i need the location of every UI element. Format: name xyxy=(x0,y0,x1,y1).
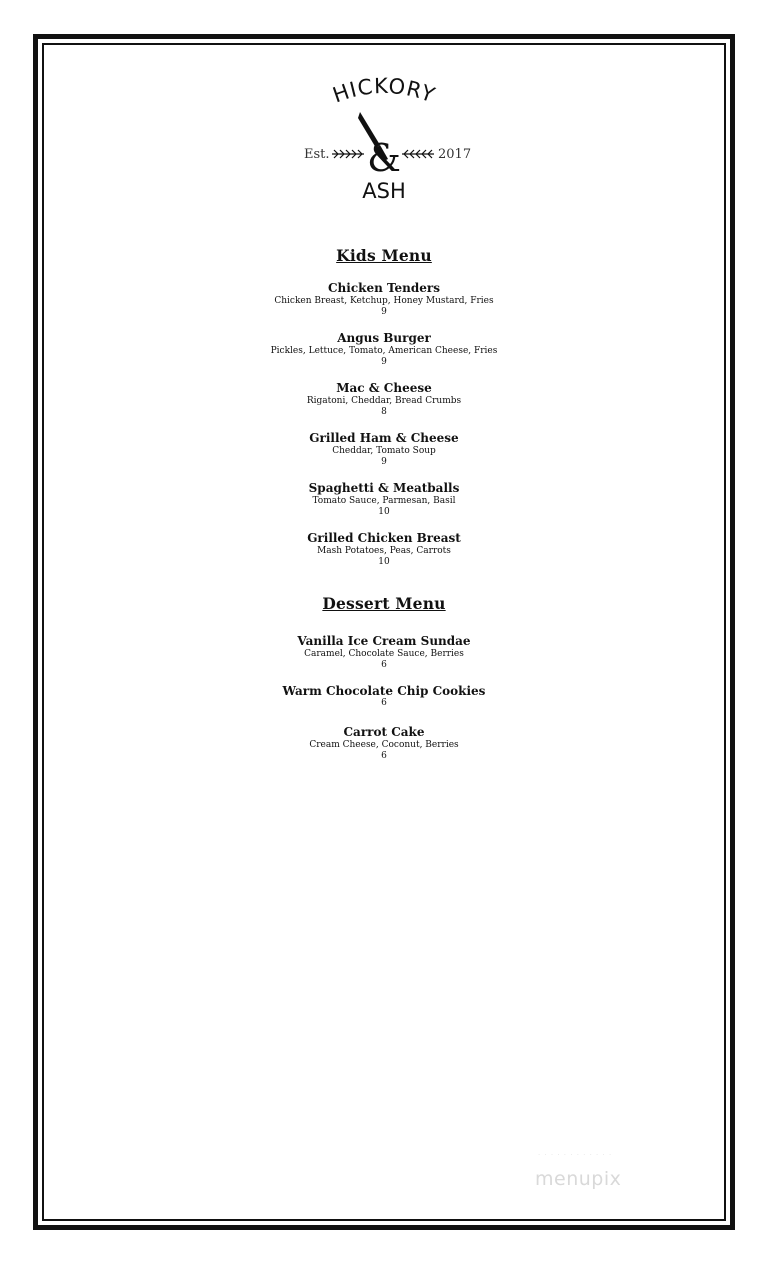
menu-item xyxy=(0,431,768,468)
item-price: 9 xyxy=(381,307,387,317)
logo-est: Est. xyxy=(304,147,330,162)
dessert-menu-heading: Dessert Menu xyxy=(322,594,446,613)
item-price: 10 xyxy=(378,507,390,517)
item-price: 6 xyxy=(381,698,387,708)
item-name: Angus Burger xyxy=(337,331,431,345)
menu-item xyxy=(0,684,768,709)
item-name: Grilled Ham & Cheese xyxy=(309,431,459,445)
kids-menu-heading: Kids Menu xyxy=(336,246,432,265)
item-price: 8 xyxy=(381,407,387,417)
item-price: 10 xyxy=(378,557,390,567)
item-price: 9 xyxy=(381,357,387,367)
menu-item xyxy=(0,331,768,368)
left-sprig-icon xyxy=(332,150,364,158)
menu-item xyxy=(0,634,768,671)
item-name: Chicken Tenders xyxy=(327,281,440,295)
menu-item xyxy=(0,281,768,318)
logo-year: 2017 xyxy=(438,147,472,162)
item-name: Warm Chocolate Chip Cookies xyxy=(282,684,486,698)
item-price: 6 xyxy=(381,660,387,670)
item-price: 9 xyxy=(381,457,387,467)
item-description: Rigatoni, Cheddar, Bread Crumbs xyxy=(306,396,462,406)
menu-item xyxy=(0,531,768,568)
item-description: Tomato Sauce, Parmesan, Basil xyxy=(312,496,456,506)
logo-name-bottom: ASH xyxy=(362,179,406,203)
inner-border xyxy=(42,43,726,1221)
item-price: 6 xyxy=(381,751,387,761)
item-name: Spaghetti & Meatballs xyxy=(308,481,460,495)
menu-item xyxy=(0,481,768,518)
watermark: menupix xyxy=(535,1168,622,1190)
item-name: Carrot Cake xyxy=(343,725,425,739)
logo-name-top: HICKORY xyxy=(329,75,439,108)
item-description: Caramel, Chocolate Sauce, Berries xyxy=(304,649,464,659)
item-description: Cream Cheese, Coconut, Berries xyxy=(309,740,459,750)
item-description: Mash Potatoes, Peas, Carrots xyxy=(317,546,451,556)
menu-item xyxy=(0,381,768,418)
menu-item xyxy=(0,725,768,762)
logo-ampersand: & xyxy=(367,136,401,180)
item-description: Cheddar, Tomato Soup xyxy=(332,446,436,456)
item-name: Mac & Cheese xyxy=(336,381,432,395)
item-description: Chicken Breast, Ketchup, Honey Mustard, Fries xyxy=(274,296,494,306)
item-name: Vanilla Ice Cream Sundae xyxy=(297,634,471,648)
item-name: Grilled Chicken Breast xyxy=(307,531,461,545)
watermark-decoration: · · · · · · · · · · · · xyxy=(538,1151,613,1159)
right-sprig-icon xyxy=(402,150,434,158)
item-description: Pickles, Lettuce, Tomato, American Cheese, Fries xyxy=(270,346,498,356)
hickory-ash-logo xyxy=(294,75,474,210)
